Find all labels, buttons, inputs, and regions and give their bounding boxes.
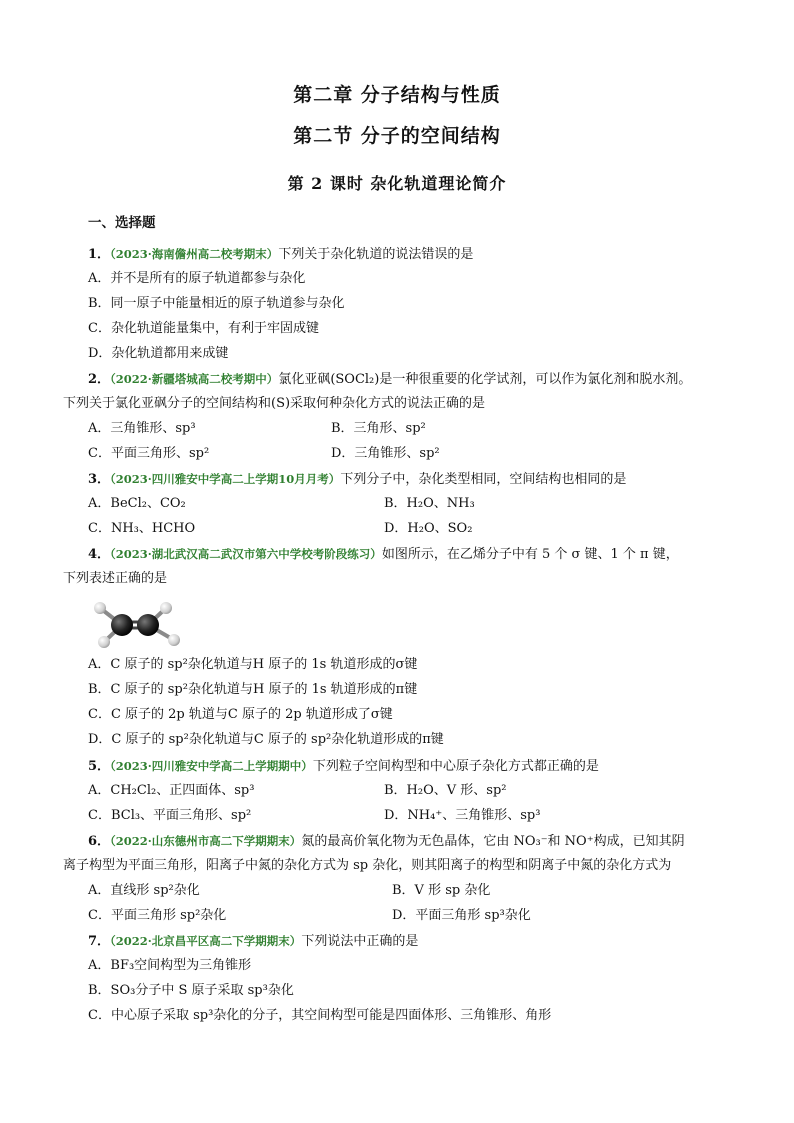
option-c: C．中心原子采取 sp³杂化的分子，其空间构型可能是四面体形、三角锥形、角形 bbox=[88, 1008, 552, 1023]
option-c: C．BCl₃、平面三角形、sp² bbox=[88, 808, 252, 823]
option-d: D．C 原子的 sp²杂化轨道与C 原子的 sp²杂化轨道形成的π键 bbox=[88, 732, 444, 747]
question-number: 6． bbox=[88, 834, 111, 849]
question-4-stem bbox=[88, 545, 679, 564]
option-d: D．三角锥形、sp² bbox=[331, 446, 440, 461]
question-source: （2022·北京昌平区高二下学期期末） bbox=[110, 934, 302, 948]
question-number: 1． bbox=[88, 247, 111, 262]
option-a: A．BF₃空间构型为三角锥形 bbox=[88, 958, 252, 973]
option-c: C．平面三角形 sp²杂化 bbox=[88, 908, 227, 923]
question-source: （2023·四川雅安中学高二上学期期中） bbox=[110, 759, 313, 773]
option-b: B．H₂O、V 形、sp² bbox=[384, 783, 507, 798]
question-6-stem-cont: 离子构型为平面三角形，阳离子中氮的杂化方式为 sp 杂化，则其阳离子的构型和阴离子中氮的杂化方式为 bbox=[63, 858, 672, 873]
question-number: 3． bbox=[88, 472, 111, 487]
option-a: A．直线形 sp²杂化 bbox=[88, 883, 200, 898]
question-section-heading: 一、选择题 bbox=[88, 215, 156, 231]
option-c: C．平面三角形、sp² bbox=[88, 446, 210, 461]
question-number: 2． bbox=[88, 372, 111, 387]
question-source: （2023·四川雅安中学高二上学期10月月考） bbox=[110, 472, 341, 486]
option-b: B．同一原子中能量相近的原子轨道参与杂化 bbox=[88, 296, 345, 311]
option-d: D．杂化轨道都用来成键 bbox=[88, 346, 229, 361]
question-text: 氮的最高价氧化物为无色晶体，它由 NO₃⁻和 NO⁺构成，已知其阴 bbox=[301, 834, 685, 849]
question-source: （2022·山东德州市高二下学期期末） bbox=[110, 834, 302, 848]
option-c: C．C 原子的 2p 轨道与C 原子的 2p 轨道形成了σ键 bbox=[88, 707, 393, 722]
option-c: C．NH₃、HCHO bbox=[88, 521, 196, 536]
option-a: A．并不是所有的原子轨道都参与杂化 bbox=[88, 271, 306, 286]
question-number: 7． bbox=[88, 934, 111, 949]
question-text: 下列粒子空间构型和中心原子杂化方式都正确的是 bbox=[312, 759, 599, 774]
lesson-title: 第 2 课时 杂化轨道理论简介 bbox=[287, 174, 507, 193]
question-text: 下列关于杂化轨道的说法错误的是 bbox=[278, 247, 474, 262]
option-d: D．NH₄⁺、三角锥形、sp³ bbox=[384, 808, 541, 823]
option-b: B．C 原子的 sp²杂化轨道与H 原子的 1s 轨道形成的π键 bbox=[88, 682, 418, 697]
option-a: A．C 原子的 sp²杂化轨道与H 原子的 1s 轨道形成的σ键 bbox=[88, 657, 418, 672]
option-a: A．BeCl₂、CO₂ bbox=[88, 496, 186, 511]
question-1-stem bbox=[88, 245, 473, 264]
question-2-stem bbox=[88, 370, 691, 389]
section-title: 第二节 分子的空间结构 bbox=[293, 125, 501, 147]
ethylene-molecule-model bbox=[86, 598, 186, 650]
question-source: （2023·湖北武汉高二武汉市第六中学校考阶段练习） bbox=[110, 547, 382, 561]
question-text: 如图所示，在乙烯分子中有 5 个 σ 键、1 个 π 键， bbox=[381, 547, 679, 562]
question-source: （2022·新疆塔城高二校考期中） bbox=[110, 372, 279, 386]
question-6-stem bbox=[88, 832, 685, 851]
question-text: 下列说法中正确的是 bbox=[301, 934, 419, 949]
option-a: A．CH₂Cl₂、正四面体、sp³ bbox=[88, 783, 255, 798]
question-2-stem-cont: 下列关于氯化亚砜分子的空间结构和(S)采取何种杂化方式的说法正确的是 bbox=[63, 396, 486, 411]
chapter-title: 第二章 分子结构与性质 bbox=[293, 84, 501, 106]
option-d: D．平面三角形 sp³杂化 bbox=[392, 908, 531, 923]
option-d: D．H₂O、SO₂ bbox=[384, 521, 473, 536]
question-5-stem bbox=[88, 757, 599, 776]
question-text: 氯化亚砜(SOCl₂)是一种很重要的化学试剂，可以作为氯化剂和脱水剂。 bbox=[278, 372, 692, 387]
option-b: B．V 形 sp 杂化 bbox=[392, 883, 491, 898]
option-b: B．三角形、sp² bbox=[331, 421, 426, 436]
question-source: （2023·海南儋州高二校考期末） bbox=[110, 247, 279, 261]
question-3-stem bbox=[88, 470, 626, 489]
option-b: B．H₂O、NH₃ bbox=[384, 496, 475, 511]
question-number: 4． bbox=[88, 547, 111, 562]
option-a: A．三角锥形、sp³ bbox=[88, 421, 196, 436]
option-c: C．杂化轨道能量集中，有利于牢固成键 bbox=[88, 321, 319, 336]
question-text: 下列分子中，杂化类型相同，空间结构也相同的是 bbox=[340, 472, 627, 487]
question-4-stem-cont: 下列表述正确的是 bbox=[63, 571, 168, 586]
option-b: B．SO₃分子中 S 原子采取 sp³杂化 bbox=[88, 983, 294, 998]
question-number: 5． bbox=[88, 759, 111, 774]
question-7-stem bbox=[88, 932, 418, 951]
